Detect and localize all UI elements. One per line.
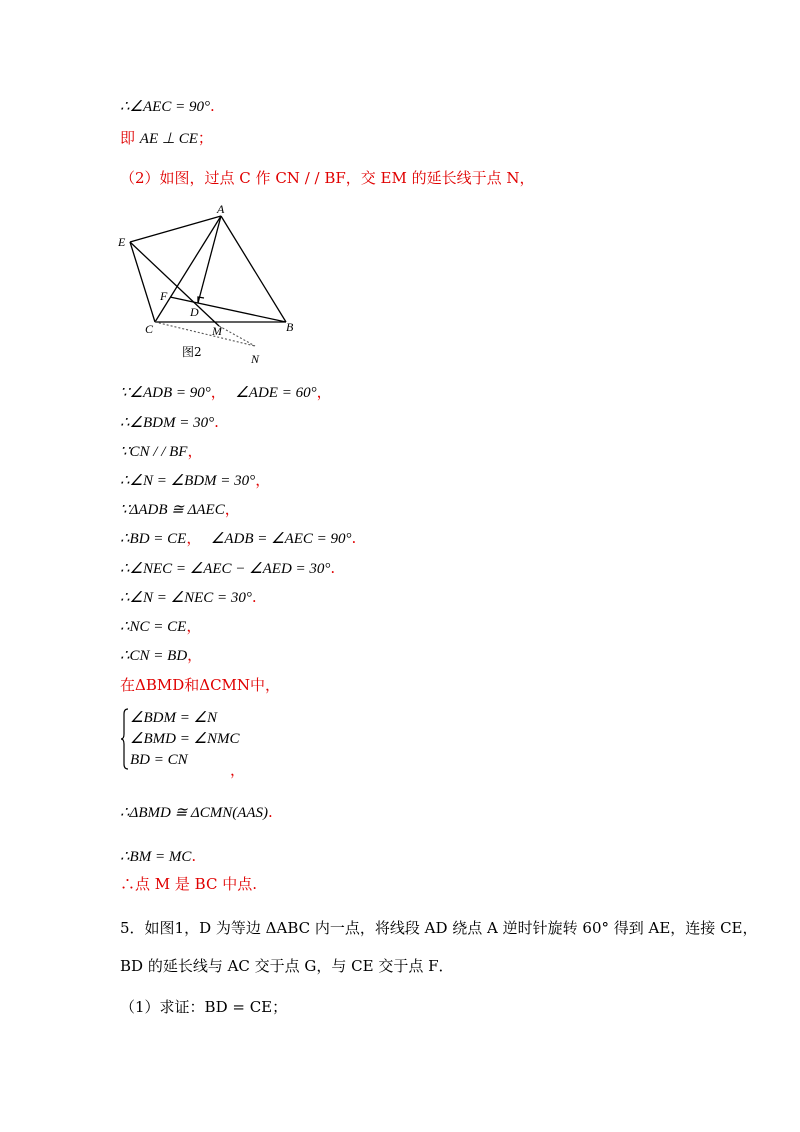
segment-ad [198, 216, 221, 303]
figure-caption: 图2 [182, 345, 202, 359]
label-e: E [118, 235, 126, 249]
line-in-triangles: 在ΔBMD和ΔCMN中， [120, 676, 281, 694]
line-parallel: ∵CN / / BF， [120, 442, 203, 460]
geometry-figure [118, 200, 308, 368]
line-conclusion: ∴点 M 是 BC 中点. [120, 875, 257, 893]
segment-fb [170, 297, 286, 322]
line-perpendicular: 即 AE ⊥ CE； [120, 129, 213, 147]
system-eq-3: BD = CN [130, 752, 188, 768]
line-bm-mc: ∴BM = MC. [120, 847, 197, 865]
part-2-heading: （2）如图，过点 C 作 CN / / BF，交 EM 的延长线于点 N， [120, 169, 535, 187]
label-f: F [160, 289, 168, 303]
segment-cn-dotted [155, 322, 255, 346]
line-angle-n: ∴∠N = ∠BDM = 30°， [120, 471, 271, 489]
line-angle-aec: ∴∠AEC = 90°. [120, 97, 215, 115]
line-nc-ce: ∴NC = CE， [120, 617, 202, 635]
line-angle-nec: ∴∠NEC = ∠AEC − ∠AED = 30°. [120, 559, 336, 577]
label-c: C [145, 322, 154, 336]
line-bd-ce: ∴BD = CE， ∠ADB = ∠AEC = 90°. [120, 529, 357, 547]
segment-mn-dotted [219, 326, 255, 346]
question-5-text-cont: BD 的延长线与 AC 交于点 G，与 CE 交于点 F． [120, 957, 454, 975]
line-angle-n-nec: ∴∠N = ∠NEC = 30°. [120, 588, 257, 606]
figure-2-diagram [118, 200, 308, 368]
line-given-angles: ∵∠ADB = 90°， ∠ADE = 60°， [120, 383, 332, 401]
line-cn-bd: ∴CN = BD， [120, 646, 203, 664]
question-5-part-1: （1）求证：BD = CE； [120, 998, 288, 1016]
system-end-comma: ， [230, 761, 246, 779]
label-d: D [190, 305, 199, 319]
line-congruent-adb-aec: ∵ΔADB ≅ ΔAEC， [120, 500, 240, 518]
label-b: B [286, 320, 294, 334]
label-m: M [212, 324, 222, 338]
system-eq-1: ∠BDM = ∠N [130, 710, 218, 726]
system-eq-2: ∠BMD = ∠NMC [130, 731, 240, 747]
line-angle-bdm: ∴∠BDM = 30°. [120, 413, 219, 431]
segment-ab [221, 216, 286, 322]
label-a: A [217, 202, 225, 216]
equation-system [130, 708, 240, 771]
line-congruent-bmd-cmn: ∴ΔBMD ≅ ΔCMN(AAS). [120, 803, 273, 821]
label-n: N [251, 352, 260, 366]
question-5-text: 5．如图1，D 为等边 ΔABC 内一点，将线段 AD 绕点 A 逆时针旋转 60° 得到 AE，连接 CE， [120, 919, 758, 937]
left-brace-icon [120, 708, 130, 770]
